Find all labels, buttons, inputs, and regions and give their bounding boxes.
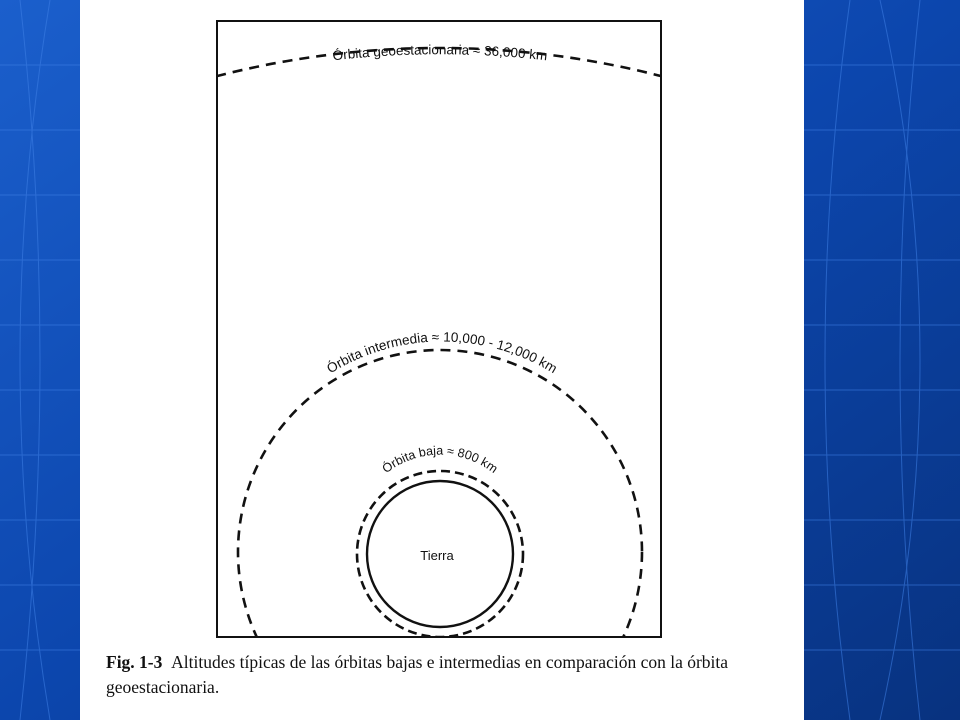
orbit-diagram [80, 0, 804, 650]
low-orbit-label: Órbita baja ≈ 800 km [379, 443, 501, 476]
figure-caption-text: Altitudes típicas de las órbitas bajas e intermedias en comparación con la órbita geoestacionaria. [106, 652, 729, 697]
figure-number: Fig. 1-3 [106, 652, 163, 672]
figure-caption [106, 650, 796, 700]
intermediate-orbit-label: Órbita intermedia ≈ 10,000 - 12,000 km [324, 329, 560, 377]
slide-content [80, 0, 804, 720]
geostationary-orbit-label: Órbita geoestacionaria ≈ 36,000 km [331, 42, 549, 64]
earth-label: Tierra [420, 548, 454, 563]
